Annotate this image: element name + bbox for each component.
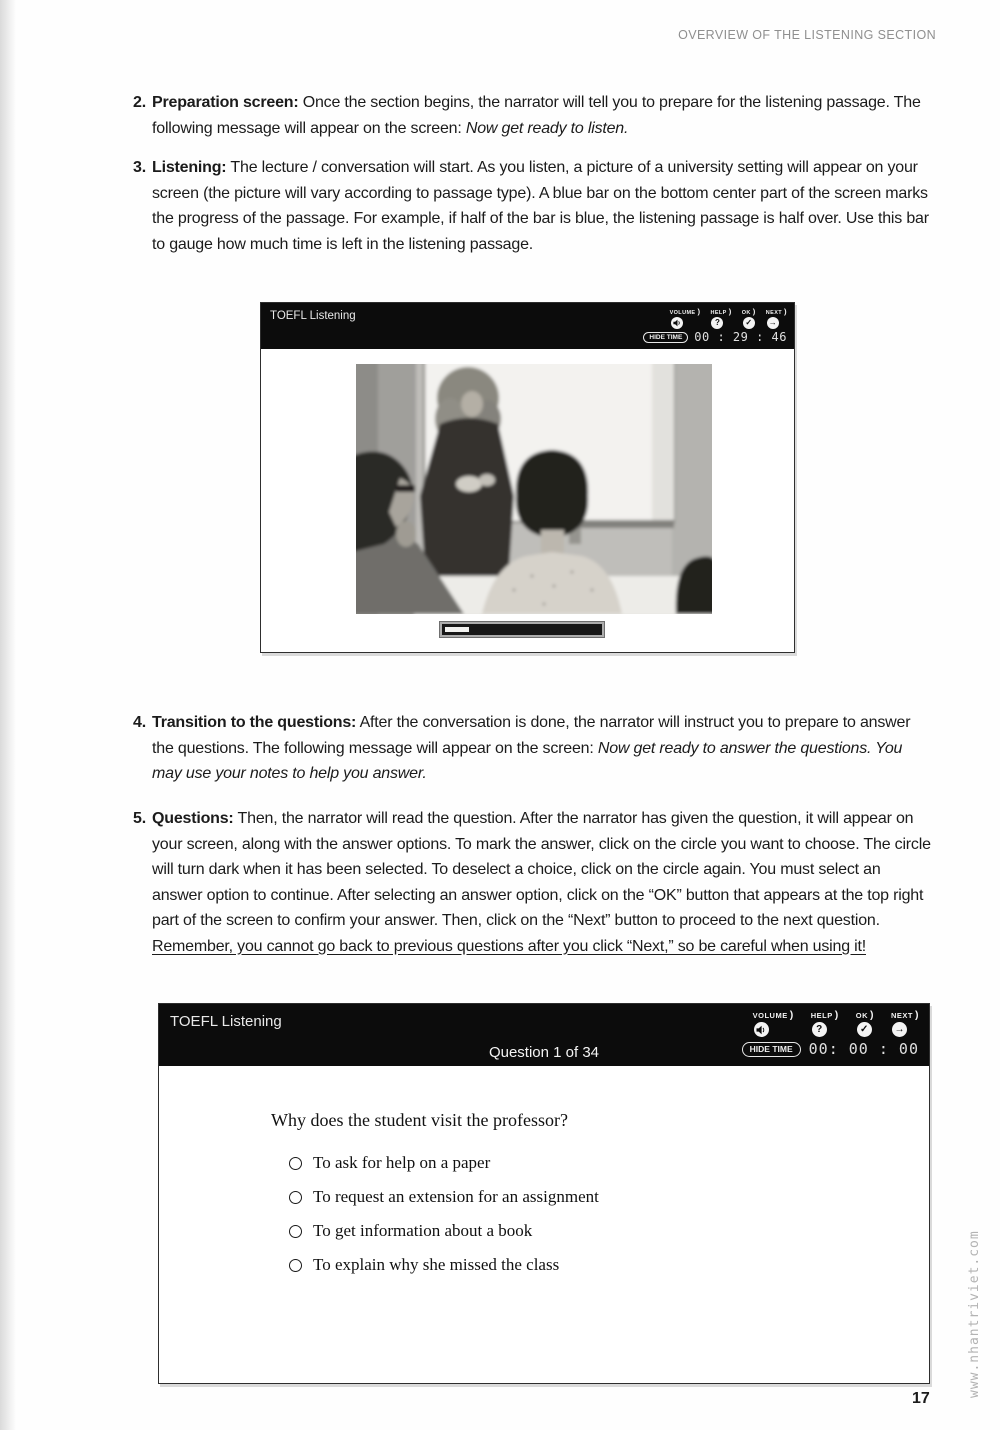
label-tick: ) (697, 307, 701, 316)
item-italic-text: Now get ready to answer the questions. You may use your notes to help you answer. (152, 739, 903, 782)
option-text: To request an extension for an assignment (313, 1187, 599, 1206)
volume-icon (754, 1022, 769, 1037)
volume-icon (671, 317, 683, 329)
item-text: Then, the narrator will read the question. After the narrator has given the question, it will appear on your screen, along with the answer options. To mark the answer, click on the circle you want to choose. The circle will turn dark when it has been selected. To deselect a choice, click on the circle again. You must select an answer option to continue. After selecting an answer option, click on the “OK” button that appears at the top right part of the screen to confirm your answer. Then, click on the “Next” button to proceed to the next question. (152, 810, 931, 929)
header-controls (753, 1009, 919, 1037)
instruction-item-preparation (133, 90, 935, 141)
scan-edge-shade (0, 0, 16, 1430)
answer-option[interactable] (289, 1153, 599, 1173)
app-title: TOEFL Listening (270, 310, 356, 322)
item-number: 5. (133, 810, 146, 827)
ok-button[interactable] (856, 1009, 874, 1037)
label-tick: ) (834, 1009, 839, 1021)
time-bar (643, 330, 787, 344)
hide-time-button[interactable]: HIDE TIME (643, 332, 688, 343)
next-icon: → (768, 318, 777, 327)
question-counter: Question 1 of 34 (488, 1044, 600, 1061)
item-body (152, 710, 935, 787)
passage-progress-fill (445, 627, 469, 632)
item-body (152, 90, 935, 141)
volume-label: VOLUME (669, 310, 696, 316)
listening-screen-screenshot (260, 302, 795, 653)
label-tick: ) (789, 1009, 794, 1021)
radio-circle[interactable] (289, 1157, 302, 1170)
option-text: To ask for help on a paper (313, 1153, 491, 1172)
next-button[interactable] (766, 307, 787, 329)
radio-circle[interactable] (289, 1225, 302, 1238)
label-tick: ) (869, 1009, 874, 1021)
ok-button[interactable] (742, 307, 756, 329)
item-italic-text: Now get ready to listen. (465, 119, 629, 137)
next-label: NEXT (765, 310, 783, 316)
toefl-header-bar (159, 1004, 929, 1066)
item-number: 4. (133, 714, 146, 731)
toefl-header-bar (261, 303, 794, 349)
item-number: 2. (133, 94, 146, 111)
item-text: After the conversation is done, the narrator will instruct you to prepare to answer the questions. The following message will appear on the screen: (152, 714, 911, 757)
answer-option[interactable] (289, 1187, 599, 1207)
item-underlined-text: Remember, you cannot go back to previous questions after you click “Next,” so be careful when using it! (152, 937, 866, 955)
next-label: NEXT (890, 1011, 913, 1020)
label-tick: ) (728, 307, 732, 316)
instruction-item-questions (133, 806, 935, 959)
countdown-timer: 00 : 29 : 46 (694, 330, 787, 344)
hide-time-button[interactable]: HIDE TIME (742, 1042, 801, 1057)
next-button[interactable] (891, 1009, 919, 1037)
instruction-item-transition (133, 710, 935, 787)
label-tick: ) (752, 307, 756, 316)
option-text: To explain why she missed the class (313, 1255, 560, 1274)
item-title: Questions: (152, 810, 234, 827)
item-text: Once the section begins, the narrator will tell you to prepare for the listening passage. The following message will appear on the screen: (152, 94, 921, 137)
label-tick: ) (915, 1009, 919, 1021)
volume-button[interactable] (670, 307, 701, 329)
volume-label: VOLUME (752, 1011, 788, 1020)
item-text: The lecture / conversation will start. As you listen, a picture of a university setting will appear on your screen (the picture will vary according to passage type). A blue bar on the bottom center part of the screen marks the progress of the passage. For example, if half of the bar is blue, the listening passage is half over. Use this bar to gauge how much time is left in the listening passage. (152, 159, 929, 253)
item-body (152, 155, 935, 257)
lecture-photo (356, 364, 712, 614)
countdown-timer: 00: 00 : 00 (808, 1040, 919, 1058)
question-text: Why does the student visit the professor? (271, 1110, 568, 1130)
ok-icon: ✓ (743, 317, 755, 329)
help-icon: ? (711, 317, 723, 329)
item-body (152, 806, 935, 959)
help-label: HELP (710, 310, 727, 316)
volume-button[interactable] (753, 1009, 794, 1037)
radio-circle[interactable] (289, 1191, 302, 1204)
label-tick: ) (784, 307, 787, 316)
ok-label: OK (855, 1011, 868, 1020)
item-title: Transition to the questions: (152, 714, 357, 731)
instruction-item-listening (133, 155, 935, 257)
ok-label: OK (741, 310, 751, 316)
passage-progress-bar (439, 621, 605, 638)
help-label: HELP (810, 1011, 833, 1020)
question-screen-screenshot (158, 1003, 930, 1384)
app-title: TOEFL Listening (170, 1013, 282, 1030)
help-button[interactable] (710, 307, 731, 329)
ok-icon: ✓ (857, 1022, 872, 1037)
answer-option[interactable] (289, 1221, 599, 1241)
watermark: www.nhantriviet.com (967, 1230, 982, 1398)
answer-options (289, 1153, 599, 1275)
option-text: To get information about a book (313, 1221, 533, 1240)
progress-track (442, 624, 602, 635)
item-title: Listening: (152, 159, 227, 176)
help-button[interactable] (811, 1009, 839, 1037)
section-running-head: OVERVIEW OF THE LISTENING SECTION (678, 28, 936, 42)
help-icon: ? (812, 1022, 827, 1037)
header-controls (670, 307, 787, 329)
answer-option[interactable] (289, 1255, 599, 1275)
radio-circle[interactable] (289, 1259, 302, 1272)
next-icon: → (892, 1022, 907, 1037)
page-number: 17 (912, 1390, 930, 1407)
item-title: Preparation screen: (152, 94, 299, 111)
item-number: 3. (133, 159, 146, 176)
